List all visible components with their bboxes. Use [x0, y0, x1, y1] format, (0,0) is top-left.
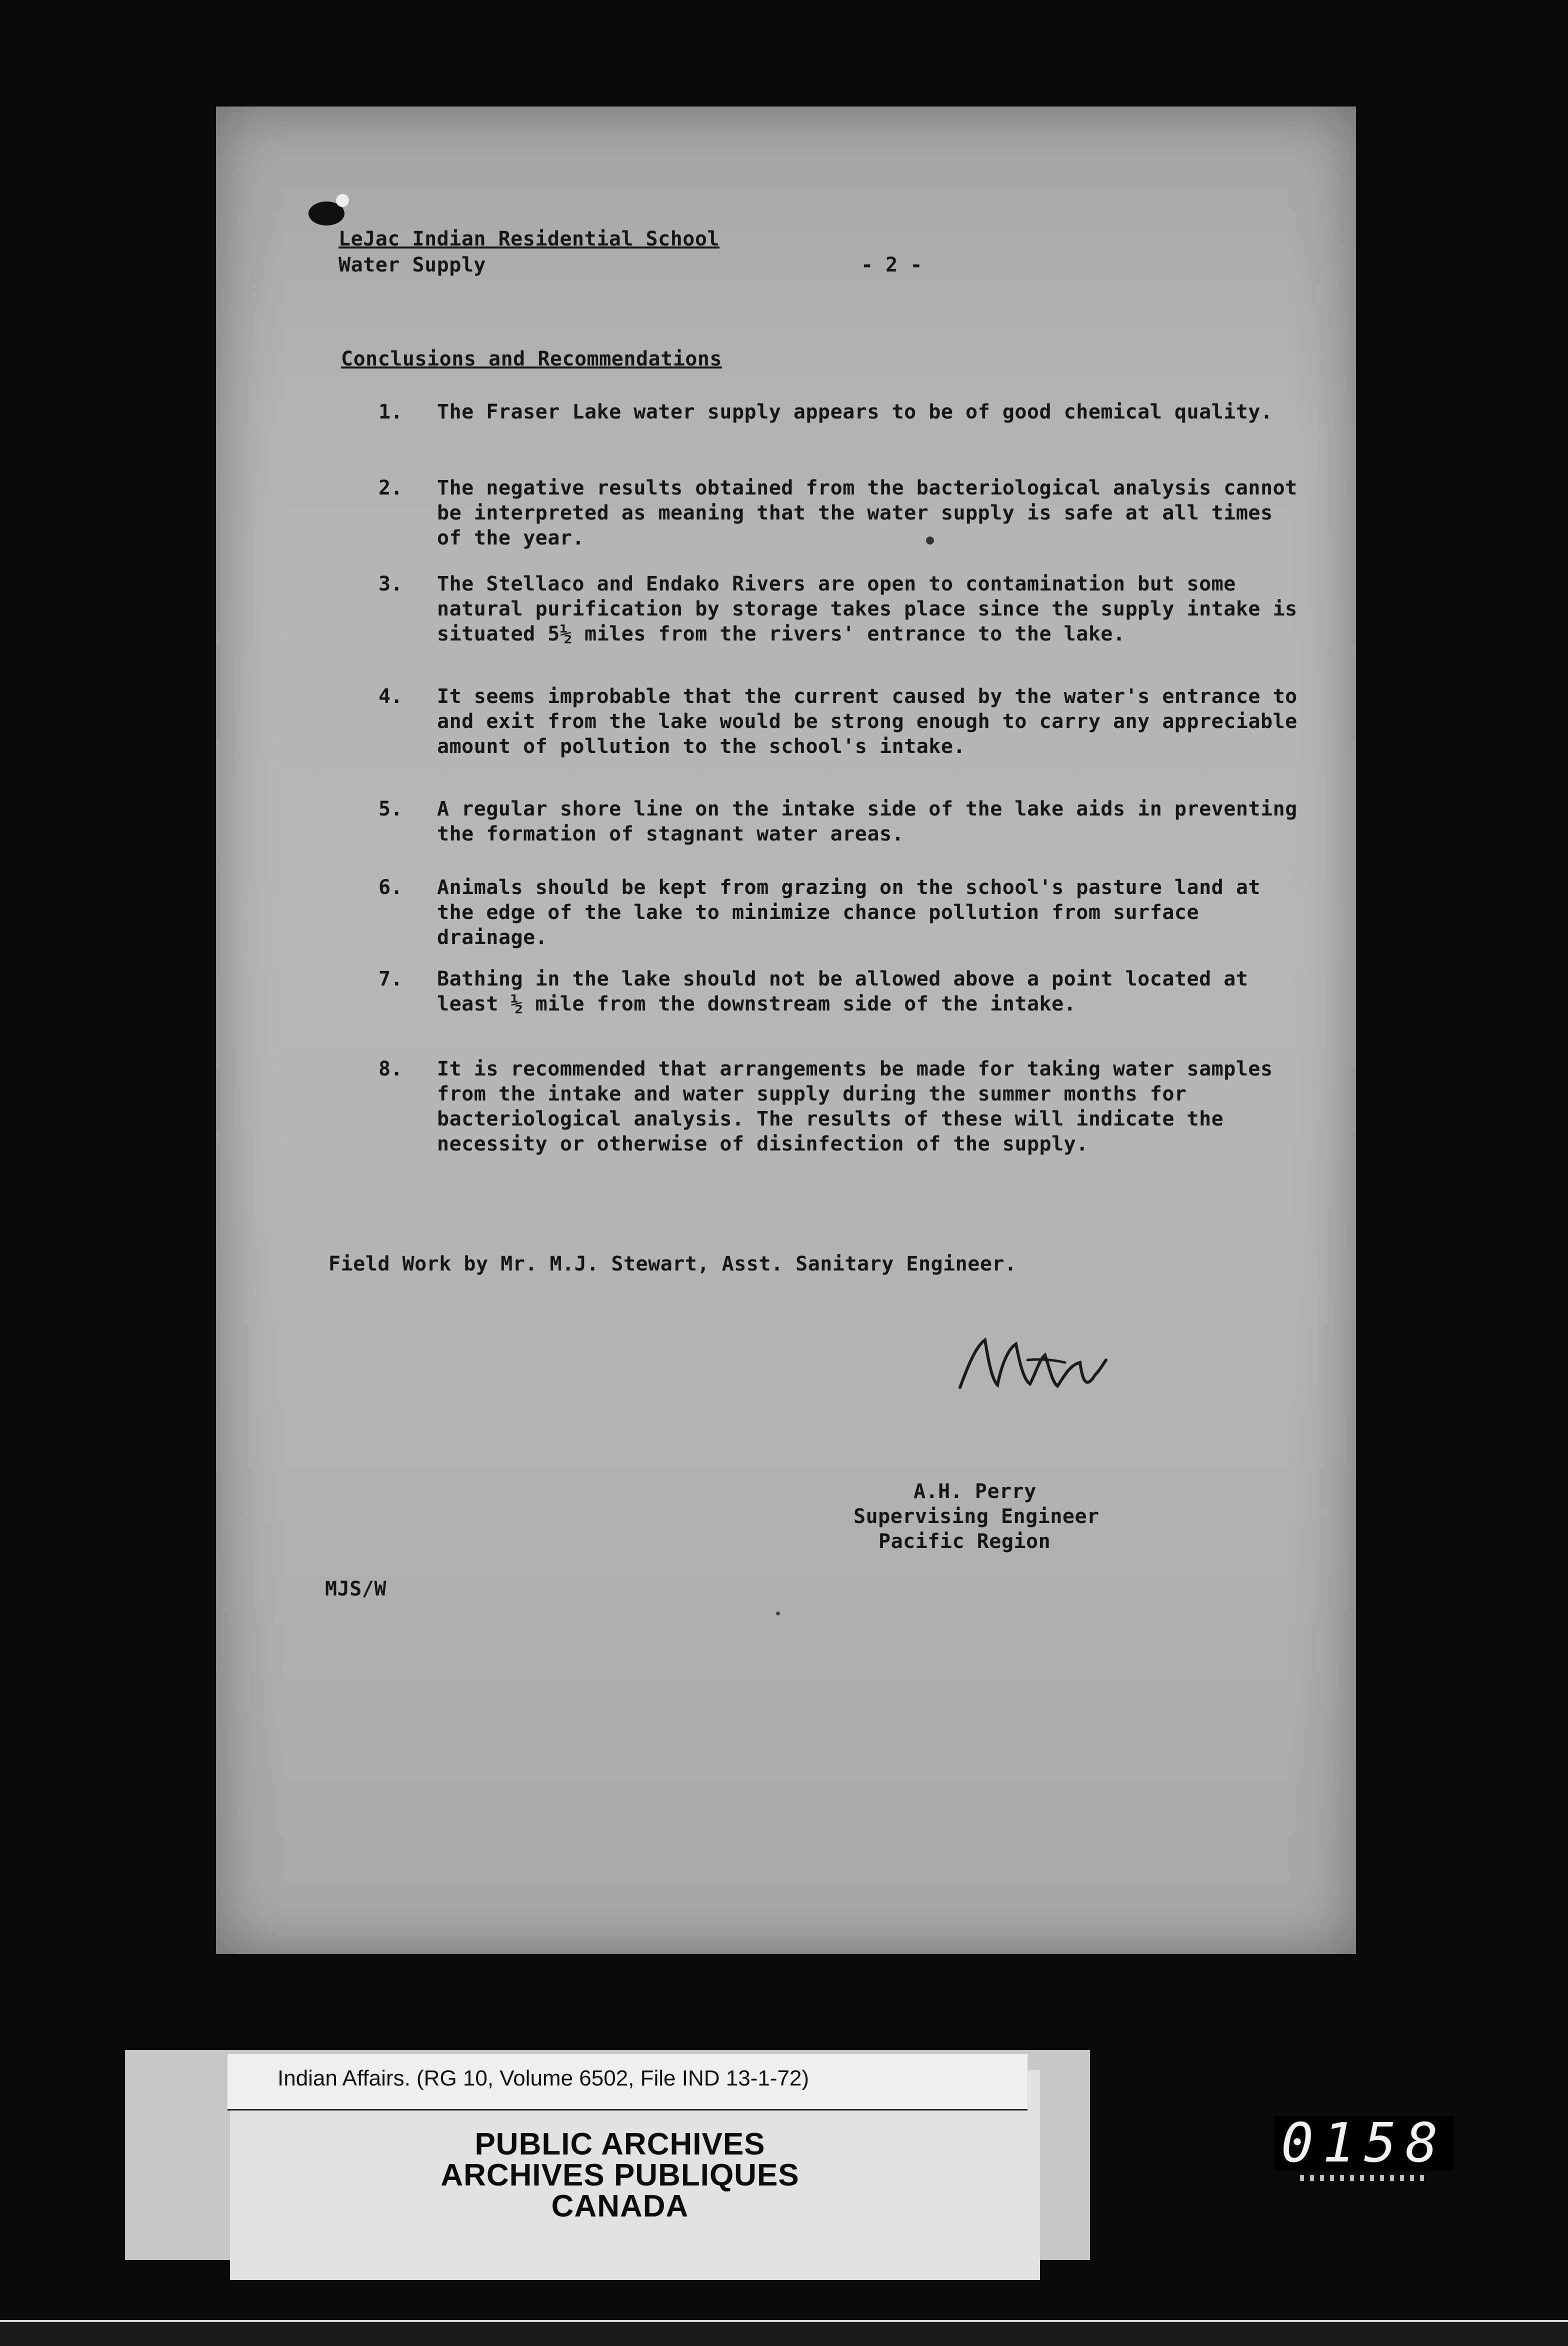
archive-name-fr: ARCHIVES PUBLIQUES — [440, 2158, 800, 2192]
list-item: It is recommended that arrangements be made for taking water samples from the intake and water supply during the summer months for bacteriological analysis. The results of these will indicate the necessity or otherwise of disinfection of the supply. — [437, 1058, 1273, 1156]
list-item: It seems improbable that the current caused by the water's entrance to and exit from the lake would be strong enough to carry any appreciable amount of pollution to the school's intake. — [437, 685, 1298, 758]
reference-initials: MJS/W — [325, 1578, 386, 1600]
list-item: The Fraser Lake water supply appears to be of good chemical quality. — [437, 400, 1273, 424]
archive-reference: Indian Affairs. (RG 10, Volume 6502, File IND 13-1-72) — [278, 2066, 810, 2090]
item-number: 5. — [378, 798, 403, 820]
frame-number: 0158 — [1274, 2116, 1454, 2171]
item-number: 3. — [378, 572, 403, 596]
item-number: 2. — [378, 476, 403, 500]
signature-mark — [750, 1300, 1110, 1420]
page-number: - 2 - — [861, 254, 922, 276]
document-page — [216, 106, 1356, 1954]
item-number: 8. — [378, 1058, 403, 1080]
header-subject: Water Supply — [338, 254, 486, 276]
signatory-name: A.H. Perry — [914, 1480, 1036, 1503]
ink-blot-small — [336, 194, 349, 207]
signatory-title: Supervising Engineer — [854, 1505, 1100, 1528]
list-item: Animals should be kept from grazing on the school's pasture land at the edge of the lake to minimize chance pollution from surface drainage. — [437, 876, 1260, 949]
archive-name-en: PUBLIC ARCHIVES — [474, 2127, 766, 2162]
item-number: 1. — [378, 400, 403, 424]
list-item: The Stellaco and Endako Rivers are open to contamination but some natural purification by storage takes place since the supply intake is situated 5½ miles from the rivers' entrance to the lake. — [437, 572, 1298, 646]
item-number: 6. — [378, 876, 403, 899]
list-item: Bathing in the lake should not be allowed above a point located at least ½ mile from the downstream side of the intake. — [437, 968, 1248, 1016]
header-school: LeJac Indian Residential School — [338, 228, 720, 250]
archive-reference-strip — [228, 2054, 1028, 2110]
list-item: The negative results obtained from the bacteriological analysis cannot be interpreted as meaning that the water supply is safe at all times of the year. — [437, 476, 1298, 550]
frame-counter-ticks — [1300, 2175, 1430, 2181]
specks — [776, 1612, 780, 1616]
section-heading: Conclusions and Recommendations — [341, 348, 722, 370]
film-edge — [0, 2320, 1568, 2346]
archive-name-country: CANADA — [551, 2189, 689, 2224]
item-number: 7. — [378, 968, 403, 990]
item-number: 4. — [378, 685, 403, 708]
specks — [926, 536, 934, 544]
signatory-region: Pacific Region — [878, 1530, 1051, 1553]
field-work-note: Field Work by Mr. M.J. Stewart, Asst. Sanitary Engineer. — [328, 1252, 1017, 1276]
list-item: A regular shore line on the intake side of the lake aids in preventing the formation of stagnant water areas. — [437, 798, 1298, 846]
